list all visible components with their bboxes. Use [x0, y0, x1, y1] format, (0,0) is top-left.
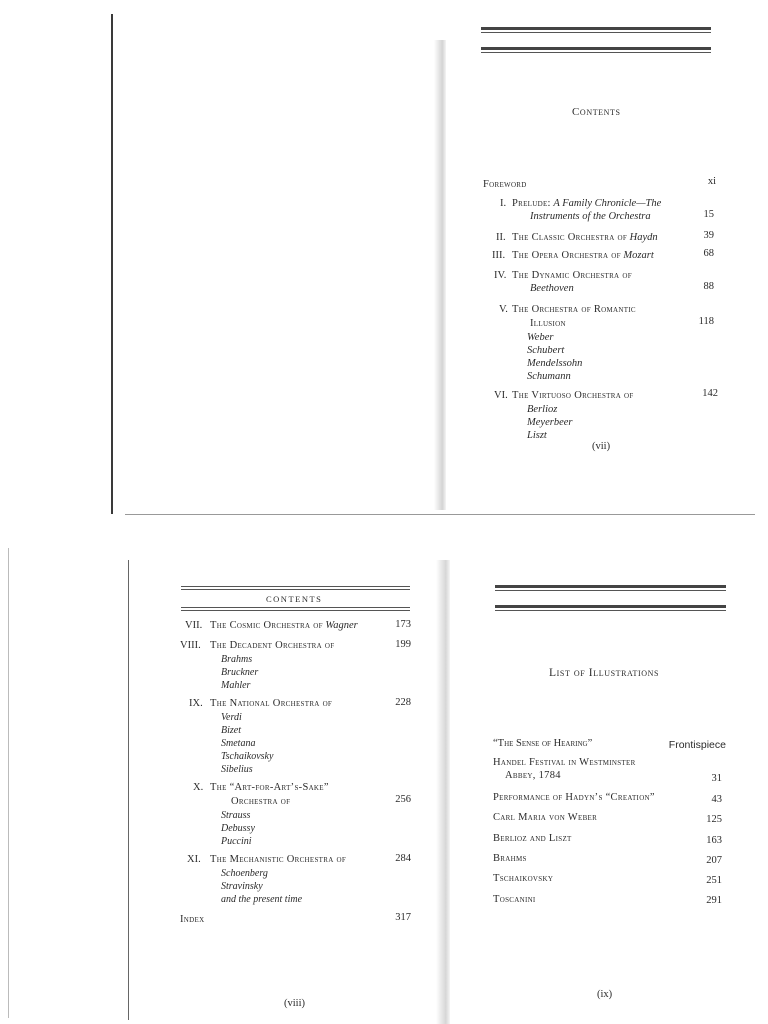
page-heading: CONTENTS [266, 594, 323, 604]
composer-name: Tschaikovsky [221, 751, 274, 762]
composer-name: Berlioz [527, 404, 558, 415]
composer-name: and the present time [221, 894, 303, 905]
page-folio: (viii) [284, 998, 305, 1009]
top-rule-thin [481, 32, 711, 33]
illustration-page: 43 [711, 794, 722, 805]
chapter-numeral: IV. [494, 270, 507, 281]
chapter-title [210, 620, 358, 632]
chapter-title-text: The Orchestra of Romantic [512, 304, 636, 315]
page-heading: List of Illustrations [549, 667, 660, 679]
chapter-numeral: X. [193, 782, 204, 793]
composer-name: Stravinsky [221, 881, 263, 892]
composer-name: Liszt [527, 430, 547, 441]
scan-gutter-bottom [436, 560, 450, 1024]
chapter-title-line-2: Instruments of the Orchestra [530, 211, 651, 222]
chapter-title-text: The Classic Orchestra of [512, 232, 628, 243]
composer-name: Schubert [527, 345, 565, 356]
illustration-page: 163 [706, 835, 722, 846]
composer-name: Sibelius [221, 764, 253, 775]
chapter-title-text: The Cosmic Orchestra of [210, 620, 323, 631]
illustration-title: Berlioz and Liszt [493, 833, 572, 844]
bottom-rule [181, 607, 410, 608]
chapter-title-text: The Dynamic Orchestra of [512, 270, 632, 281]
chapter-title-italic: Wagner [325, 620, 358, 631]
top-rule [181, 586, 410, 587]
page-number: 228 [395, 697, 411, 708]
illustration-title: Handel Festival in Westminster [493, 757, 636, 768]
chapter-title-italic: Mozart [623, 250, 654, 261]
illustration-page: 125 [706, 814, 722, 825]
scan-bottom-edge-top [125, 514, 755, 515]
chapter-numeral: III. [492, 250, 506, 261]
illustration-page: 207 [706, 855, 722, 866]
chapter-title-text: The “Art-for-Art’s-Sake” [210, 782, 329, 793]
toc-entry-foreword: Foreword [483, 179, 527, 190]
chapter-title-italic: Beethoven [530, 283, 574, 294]
chapter-title-text: The Virtuoso Orchestra of [512, 390, 634, 401]
composer-name: Verdi [221, 712, 242, 723]
illustration-title-line-2: Abbey, 1784 [505, 770, 561, 781]
composer-name: Schumann [527, 371, 571, 382]
composer-name: Bruckner [221, 667, 259, 678]
chapter-numeral: IX. [189, 698, 203, 709]
chapter-title-text: The Decadent Orchestra of [210, 640, 335, 651]
chapter-title [512, 232, 658, 244]
chapter-title-text: The Opera Orchestra of [512, 250, 621, 261]
chapter-numeral: VI. [494, 390, 508, 401]
chapter-numeral: VIII. [180, 640, 201, 651]
scan-gutter-top [434, 40, 446, 510]
scan-left-edge-top [111, 14, 113, 514]
page-folio: (vii) [592, 441, 611, 452]
chapter-numeral: V. [499, 304, 508, 315]
chapter-title-italic: Haydn [629, 232, 658, 243]
page-number: 68 [703, 248, 714, 259]
toc-entry-index: Index [180, 914, 205, 925]
composer-name: Schoenberg [221, 868, 268, 879]
page-number: 88 [703, 281, 714, 292]
top-rule [495, 585, 726, 588]
page-number: 173 [395, 619, 411, 630]
top-rule-2 [481, 47, 711, 50]
top-rule-thin [495, 590, 726, 591]
top-rule-2-thin [481, 52, 711, 53]
chapter-numeral: XI. [187, 854, 201, 865]
illustration-title: Tschaikovsky [493, 873, 554, 884]
composer-name: Weber [527, 332, 554, 343]
illustration-title: Performance of Hadyn’s “Creation” [493, 792, 655, 803]
chapter-title-text: The Mechanistic Orchestra of [210, 854, 347, 865]
page-number: 256 [395, 794, 411, 805]
illustration-page: 31 [711, 773, 722, 784]
composer-name: Strauss [221, 810, 251, 821]
chapter-title [512, 198, 661, 210]
chapter-numeral: VII. [185, 620, 203, 631]
chapter-title-line-2: Orchestra of [231, 796, 291, 807]
chapter-numeral: I. [500, 198, 507, 209]
composer-name: Puccini [221, 836, 252, 847]
page-number: 317 [395, 912, 411, 923]
chapter-title-text: The National Orchestra of [210, 698, 333, 709]
illustration-page: 251 [706, 875, 722, 886]
page-number: 15 [703, 209, 714, 220]
chapter-numeral: II. [496, 232, 506, 243]
page-number: 39 [703, 230, 714, 241]
composer-name: Meyerbeer [527, 417, 573, 428]
page-number: 284 [395, 853, 411, 864]
chapter-title-text: Prelude: [512, 198, 551, 209]
illustration-title: Carl Maria von Weber [493, 812, 598, 823]
scan-left-edge-bottom-2 [128, 560, 129, 1020]
chapter-title-italic: A Family Chronicle—The [553, 198, 662, 209]
page-number: 199 [395, 639, 411, 650]
top-rule [481, 27, 711, 30]
scan-left-edge-bottom [8, 548, 9, 1018]
page-folio: (ix) [597, 989, 613, 1000]
page-number: 142 [702, 388, 718, 399]
illustration-title: “The Sense of Hearing” [493, 738, 593, 749]
illustration-title: Brahms [493, 853, 527, 864]
top-rule-2-thin [495, 610, 726, 611]
composer-name: Debussy [221, 823, 255, 834]
composer-name: Bizet [221, 725, 241, 736]
top-rule-thin [181, 589, 410, 590]
bottom-rule-thin [181, 610, 410, 611]
illustration-page: 291 [706, 895, 722, 906]
composer-name: Mendelssohn [527, 358, 583, 369]
composer-name: Smetana [221, 738, 256, 749]
page-number: 118 [698, 316, 714, 327]
page-heading: Contents [572, 106, 621, 118]
composer-name: Mahler [221, 680, 251, 691]
illustration-page: Frontispiece [668, 739, 726, 751]
chapter-title [512, 250, 654, 262]
chapter-title-line-2: Illusion [530, 318, 566, 329]
illustration-title: Toscanini [493, 894, 536, 905]
page-number: xi [707, 176, 716, 187]
top-rule-2 [495, 605, 726, 608]
composer-name: Brahms [221, 654, 253, 665]
